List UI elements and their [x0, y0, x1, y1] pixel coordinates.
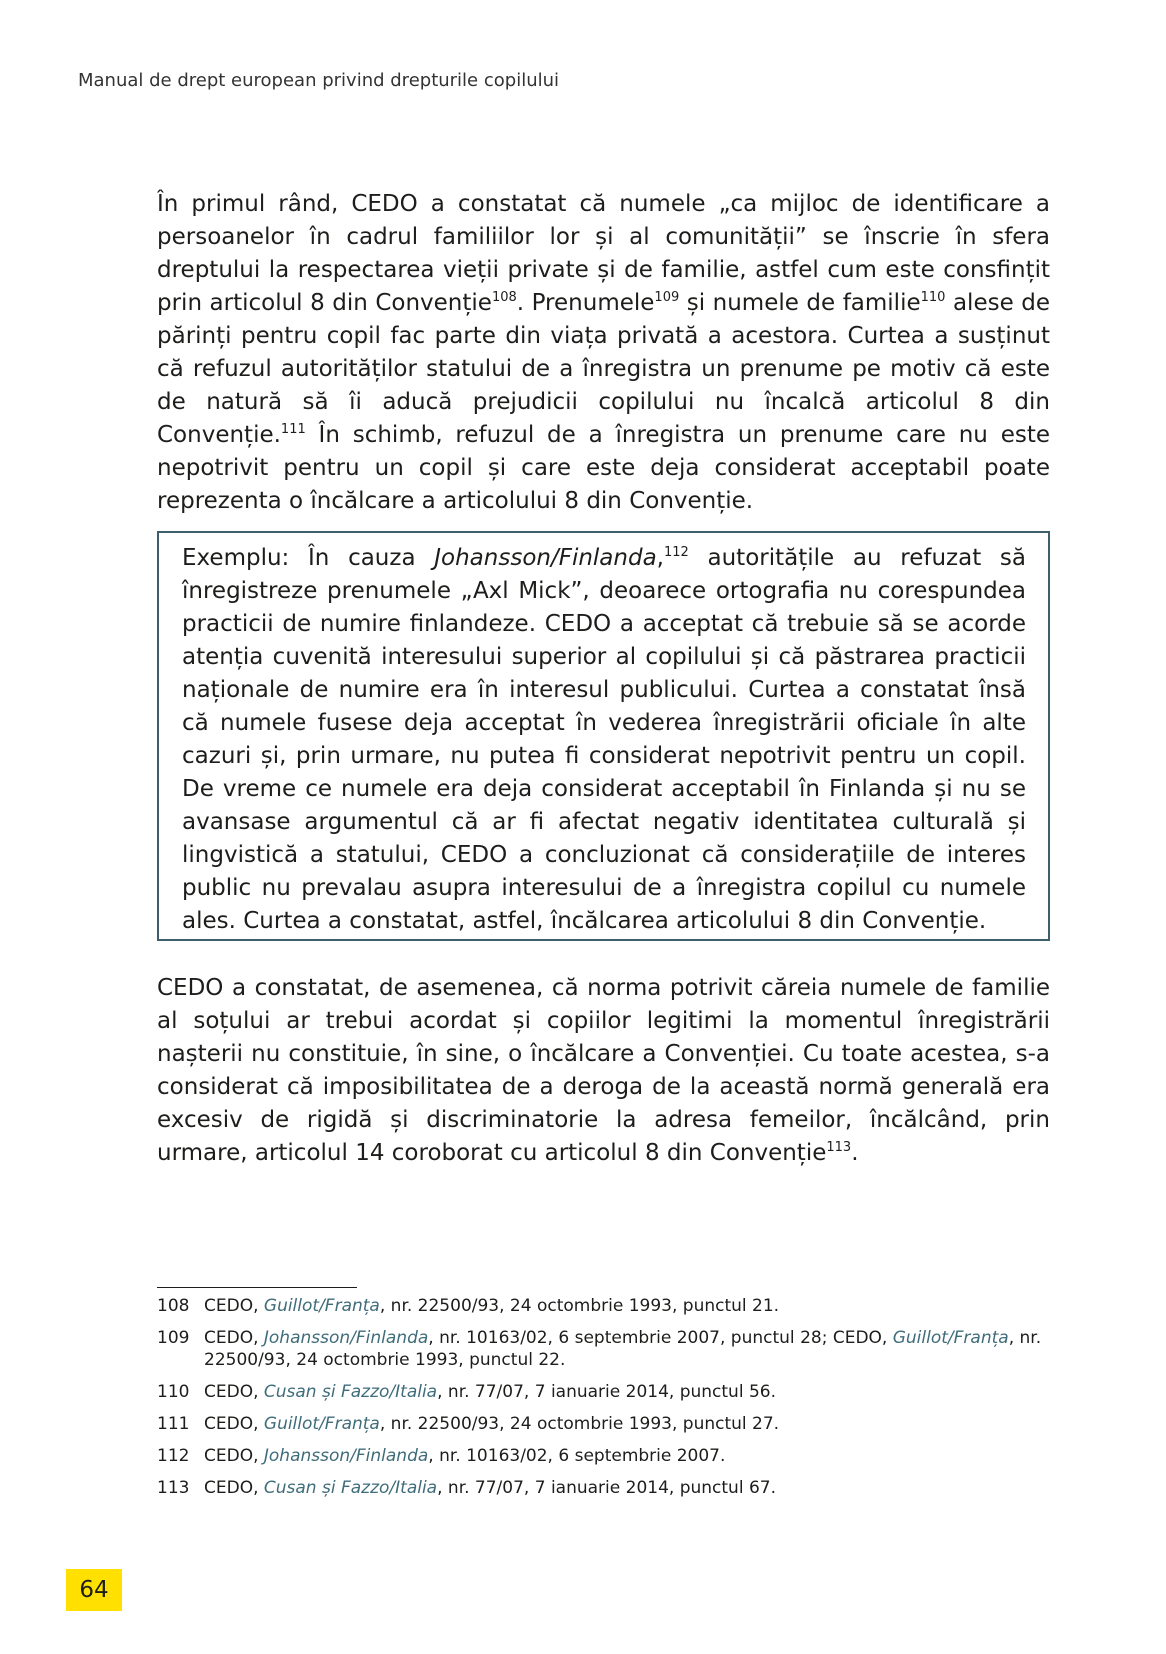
footnote-text — [204, 1413, 1050, 1435]
case-link[interactable]: Johansson/Finlanda — [263, 1446, 429, 1466]
footnote-ref-112[interactable]: 112 — [663, 545, 689, 560]
footnote-text — [204, 1327, 1050, 1371]
case-link[interactable]: Cusan și Fazzo/Italia — [263, 1382, 438, 1402]
footnote-111 — [157, 1413, 1050, 1435]
footnote-court: CEDO, — [204, 1414, 264, 1434]
footnote-text — [204, 1477, 1050, 1499]
footnote-citation: , nr. 22500/93, 24 octombrie 1993, punctul 22. — [204, 1328, 1042, 1370]
footnote-109 — [157, 1327, 1050, 1371]
footnote-number: 110 — [157, 1382, 190, 1402]
footnote-number: 111 — [157, 1414, 190, 1434]
footnote-citation: , nr. 22500/93, 24 octombrie 1993, punctul 27. — [379, 1414, 780, 1434]
paragraph-text: . — [851, 1140, 859, 1166]
case-link[interactable]: Guillot/Franța — [263, 1296, 380, 1316]
footnote-court: CEDO, — [204, 1328, 264, 1348]
example-text-part: autoritățile au refuzat să înregistreze prenumele „Axl Mick”, deoarece ortografia nu corespundea practicii de numire finlandeze. CEDO a acceptat că trebuie să se acorde atenția cuvenită interesului superior al copilului și că păstrarea practicii naționale de numire era în interesul publicului. Curtea a constatat însă că numele fusese deja acceptat în vederea înregistrării oficiale în alte cazuri și, prin urmare, nu putea fi considerat nepotrivit pentru un copil. De vreme ce numele era deja considerat acceptabil în Finlanda și nu se avansase argumentul că ar fi afectat negativ identitatea culturală și lingvistică a statului, CEDO a concluzionat că considerațiile de interes public nu prevalau asupra interesului de a înregistra copilul cu numele ales. Curtea a constatat, astfel, încălcarea articolului 8 din Convenție. — [182, 545, 1026, 934]
example-lead: Exemplu: În cauza — [182, 545, 435, 571]
case-link[interactable]: Johansson/Finlanda — [263, 1328, 429, 1348]
footnote-number: 113 — [157, 1478, 190, 1498]
paragraph-text: În schimb, refuzul de a înregistra un prenume care nu este nepotrivit pentru un copil și care este deja considerat acceptabil poate reprezenta o încălcare a articolului 8 din Convenție. — [157, 422, 1050, 514]
footnote-text — [204, 1295, 1050, 1317]
footnote-ref-109[interactable]: 109 — [654, 290, 680, 305]
footnote-number: 109 — [157, 1328, 190, 1348]
footnote-text — [204, 1445, 1050, 1467]
footnote-citation: , nr. 10163/02, 6 septembrie 2007, punctul 28; CEDO, — [428, 1328, 893, 1348]
footnote-citation: , nr. 77/07, 7 ianuarie 2014, punctul 56. — [437, 1382, 776, 1402]
footnote-112 — [157, 1445, 1050, 1467]
footnote-113 — [157, 1477, 1050, 1499]
paragraph-text: și numele de familie — [679, 290, 921, 316]
footnote-court: CEDO, — [204, 1446, 264, 1466]
page-number: 64 — [66, 1569, 122, 1611]
example-text — [182, 542, 1026, 938]
example-box — [157, 531, 1050, 941]
footnote-text — [204, 1381, 1050, 1403]
paragraph-text: În primul rând, CEDO a constatat că numele „ca mijloc de identificare a persoanelor în cadrul familiilor lor și al comunității” se înscrie în sfera dreptului la respectarea vieții private și de familie, astfel cum este consfințit prin articolul 8 din Convenție — [157, 191, 1050, 316]
paragraph-text: CEDO a constatat, de asemenea, că norma potrivit căreia numele de familie al soțului ar trebui acordat și copiilor legitimi la momentul înregistrării nașterii nu constituie, în sine, o încălcare a Convenției. Cu toate acestea, s-a considerat că imposibilitatea de a deroga de la această normă generală era excesiv de rigidă și discriminatorie la adresa femeilor, încălcând, prin urmare, articolul 14 coroborat cu articolul 8 din Convenție — [157, 975, 1050, 1166]
paragraph-text: . Prenumele — [516, 290, 655, 316]
footnote-108 — [157, 1295, 1050, 1317]
paragraph-text: alese de părinți pentru copil fac parte din viața privată a acestora. Curtea a susținut că refuzul autorităților statului de a înregistra un prenume pe motiv că este de natură să îi aducă prejudicii copilului nu încalcă articolul 8 din Convenție. — [157, 290, 1050, 448]
footnote-citation: , nr. 77/07, 7 ianuarie 2014, punctul 67. — [437, 1478, 776, 1498]
footnote-ref-111[interactable]: 111 — [280, 422, 306, 437]
paragraph-husband-surname — [157, 972, 1050, 1170]
case-link[interactable]: Guillot/Franța — [892, 1328, 1009, 1348]
footnote-110 — [157, 1381, 1050, 1403]
footnote-number: 108 — [157, 1296, 190, 1316]
case-link[interactable]: Cusan și Fazzo/Italia — [263, 1478, 438, 1498]
footnote-court: CEDO, — [204, 1478, 264, 1498]
footnotes — [157, 1295, 1050, 1509]
footnote-separator — [157, 1287, 357, 1288]
example-text-part: , — [656, 545, 664, 571]
footnote-ref-108[interactable]: 108 — [491, 290, 517, 305]
footnote-number: 112 — [157, 1446, 190, 1466]
footnote-citation: , nr. 10163/02, 6 septembrie 2007. — [428, 1446, 726, 1466]
footnote-ref-113[interactable]: 113 — [826, 1140, 852, 1155]
running-header: Manual de drept european privind drepturile copilului — [78, 70, 560, 91]
footnote-citation: , nr. 22500/93, 24 octombrie 1993, punctul 21. — [379, 1296, 780, 1316]
footnote-ref-110[interactable]: 110 — [920, 290, 946, 305]
paragraph-names-identity — [157, 188, 1050, 518]
footnote-court: CEDO, — [204, 1296, 264, 1316]
case-name: Johansson/Finlanda — [434, 545, 657, 571]
footnote-court: CEDO, — [204, 1382, 264, 1402]
case-link[interactable]: Guillot/Franța — [263, 1414, 380, 1434]
